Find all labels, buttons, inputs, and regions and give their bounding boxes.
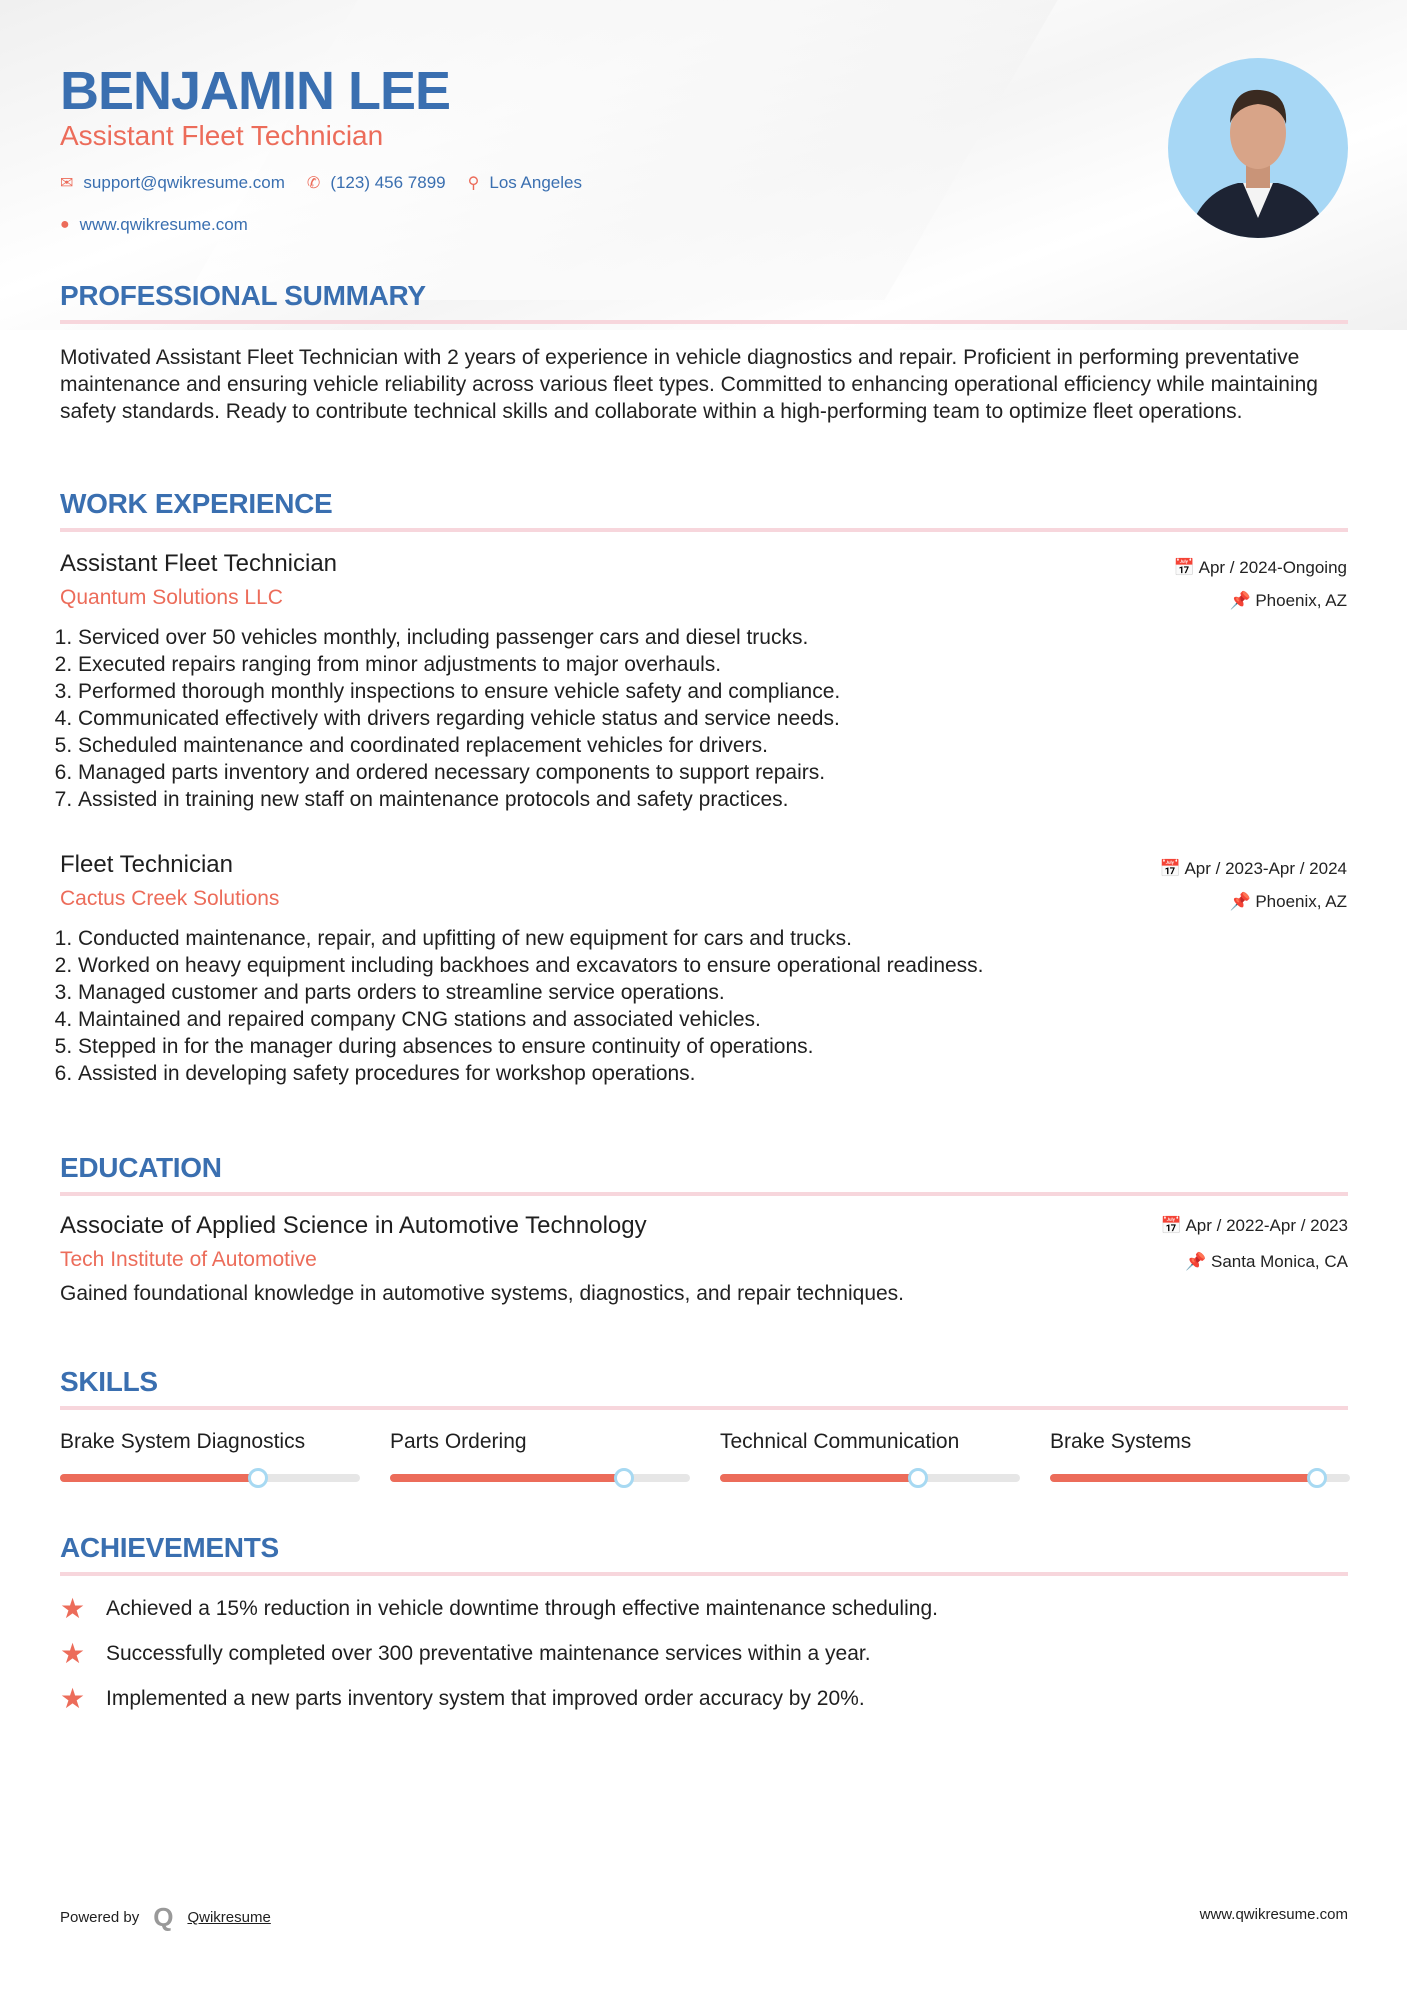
bullet: 3. Performed thorough monthly inspections to ensure vehicle safety and compliance. <box>78 678 1348 705</box>
degree-title: Associate of Applied Science in Automotive Technology <box>60 1212 647 1239</box>
education-section <box>60 1152 1348 1307</box>
section-heading: SKILLS <box>60 1366 158 1397</box>
location-text: Los Angeles <box>489 173 582 192</box>
job-dates: 📅 Apr / 2024-Ongoing <box>1173 558 1347 577</box>
section-heading: PROFESSIONAL SUMMARY <box>60 280 426 311</box>
skill-bar-knob <box>1307 1468 1327 1488</box>
pin-icon: 📌 <box>1185 1252 1211 1271</box>
skill-bar-knob <box>248 1468 268 1488</box>
bullet: 4. Communicated effectively with drivers regarding vehicle status and service needs. <box>78 705 1348 732</box>
skills-section <box>60 1366 1348 1510</box>
bullet: 6. Managed parts inventory and ordered necessary components to support repairs. <box>78 759 1348 786</box>
skill-name: Brake System Diagnostics <box>60 1430 306 1453</box>
job-bullets <box>60 624 1348 813</box>
bullet: 1. Serviced over 50 vehicles monthly, including passenger cars and diesel trucks. <box>78 624 1348 651</box>
skill-bar-fill <box>720 1474 918 1482</box>
pin-icon: 📌 <box>1229 591 1256 610</box>
website-row <box>60 215 248 235</box>
company-name: Cactus Creek Solutions <box>60 887 280 910</box>
profile-photo <box>1168 58 1348 238</box>
bullet: 4. Maintained and repaired company CNG stations and associated vehicles. <box>78 1006 1348 1033</box>
skill-bar-knob <box>908 1468 928 1488</box>
skill-bar-fill <box>390 1474 624 1482</box>
bullet: 3. Managed customer and parts orders to streamline service operations. <box>78 979 1348 1006</box>
achievement-item: ★ Achieved a 15% reduction in vehicle downtime through effective maintenance scheduling. <box>60 1593 938 1624</box>
achievements-section <box>60 1532 1348 1721</box>
skills-list <box>60 1430 1348 1510</box>
candidate-title: Assistant Fleet Technician <box>60 120 384 151</box>
job-title: Fleet Technician <box>60 851 233 878</box>
powered-by-label: Powered by <box>60 1909 140 1926</box>
summary-section <box>60 280 1348 425</box>
job-bullets <box>60 925 1348 1087</box>
summary-text: Motivated Assistant Fleet Technician with 2 years of experience in vehicle diagnostics and repair. Proficient in performing preventative maintenance and ensuring vehicle reliability across various fleet types. Committed to enhancing operational efficiency while maintaining safety standards. Ready to contribute technical skills and collaborate within a high-performing team to optimize fleet operations. <box>60 346 1318 423</box>
skill-item <box>390 1430 690 1454</box>
bullet: 2. Executed repairs ranging from minor adjustments to major overhauls. <box>78 651 1348 678</box>
skill-name: Brake Systems <box>1050 1430 1192 1453</box>
school-name: Tech Institute of Automotive <box>60 1248 317 1271</box>
achievement-item: ★ Successfully completed over 300 preventative maintenance services within a year. <box>60 1638 871 1669</box>
star-icon: ★ <box>60 1683 86 1714</box>
job-entry <box>60 851 1348 1087</box>
bullet: 2. Worked on heavy equipment including backhoes and excavators to ensure operational readiness. <box>78 952 1348 979</box>
calendar-icon: 📅 <box>1160 1216 1186 1235</box>
phone-icon: ✆ <box>306 175 321 192</box>
section-divider <box>60 320 1348 324</box>
skill-bar-knob <box>614 1468 634 1488</box>
bullet: 5. Stepped in for the manager during absences to ensure continuity of operations. <box>78 1033 1348 1060</box>
section-heading: EDUCATION <box>60 1152 222 1183</box>
job-title: Assistant Fleet Technician <box>60 550 338 577</box>
brand-link[interactable]: Qwikresume <box>187 1909 271 1926</box>
company-name: Quantum Solutions LLC <box>60 586 283 609</box>
skill-item <box>60 1430 360 1454</box>
job-location: 📌 Phoenix, AZ <box>1229 591 1347 610</box>
achievement-item: ★ Implemented a new parts inventory system that improved order accuracy by 20%. <box>60 1683 865 1714</box>
skill-bar <box>60 1474 360 1482</box>
skill-bar-fill <box>1050 1474 1317 1482</box>
section-heading: ACHIEVEMENTS <box>60 1532 279 1563</box>
skill-name: Technical Communication <box>720 1430 960 1453</box>
skill-name: Parts Ordering <box>390 1430 527 1453</box>
email-icon: ✉ <box>60 175 74 192</box>
location-icon: ⚲ <box>467 175 480 192</box>
section-divider <box>60 528 1348 532</box>
skill-item <box>1050 1430 1350 1454</box>
education-description: Gained foundational knowledge in automotive systems, diagnostics, and repair techniques. <box>60 1282 905 1305</box>
contact-row <box>60 173 582 193</box>
education-location: 📌 Santa Monica, CA <box>1185 1252 1348 1271</box>
section-divider <box>60 1572 1348 1576</box>
skill-item <box>720 1430 1020 1454</box>
phone-text: (123) 456 7899 <box>330 173 446 192</box>
pin-icon: 📌 <box>1229 892 1256 911</box>
skill-bar <box>390 1474 690 1482</box>
email-link[interactable]: support@qwikresume.com <box>83 173 285 192</box>
skill-bar-fill <box>60 1474 258 1482</box>
bullet: 1. Conducted maintenance, repair, and upfitting of new equipment for cars and trucks. <box>78 925 1348 952</box>
job-entry <box>60 550 1348 813</box>
section-heading: WORK EXPERIENCE <box>60 488 333 519</box>
candidate-name: BENJAMIN LEE <box>60 61 451 121</box>
job-location: 📌 Phoenix, AZ <box>1229 892 1347 911</box>
education-dates: 📅 Apr / 2022-Apr / 2023 <box>1160 1216 1348 1235</box>
website-link[interactable]: www.qwikresume.com <box>79 215 248 234</box>
star-icon: ★ <box>60 1638 86 1669</box>
skill-bar <box>1050 1474 1350 1482</box>
section-divider <box>60 1192 1348 1196</box>
bullet: 5. Scheduled maintenance and coordinated replacement vehicles for drivers. <box>78 732 1348 759</box>
bullet: 6. Assisted in developing safety procedures for workshop operations. <box>78 1060 1348 1087</box>
qwikresume-logo-icon: Q <box>153 1902 174 1932</box>
job-dates: 📅 Apr / 2023-Apr / 2024 <box>1159 859 1347 878</box>
star-icon: ★ <box>60 1593 86 1624</box>
section-divider <box>60 1406 1348 1410</box>
globe-icon: ● <box>60 216 70 233</box>
skill-bar <box>720 1474 1020 1482</box>
calendar-icon: 📅 <box>1159 859 1185 878</box>
bullet: 7. Assisted in training new staff on maintenance protocols and safety practices. <box>78 786 1348 813</box>
footer-url[interactable]: www.qwikresume.com <box>1199 1906 1348 1923</box>
calendar-icon: 📅 <box>1173 558 1199 577</box>
footer-brand <box>60 1902 271 1933</box>
experience-section <box>60 488 1348 532</box>
